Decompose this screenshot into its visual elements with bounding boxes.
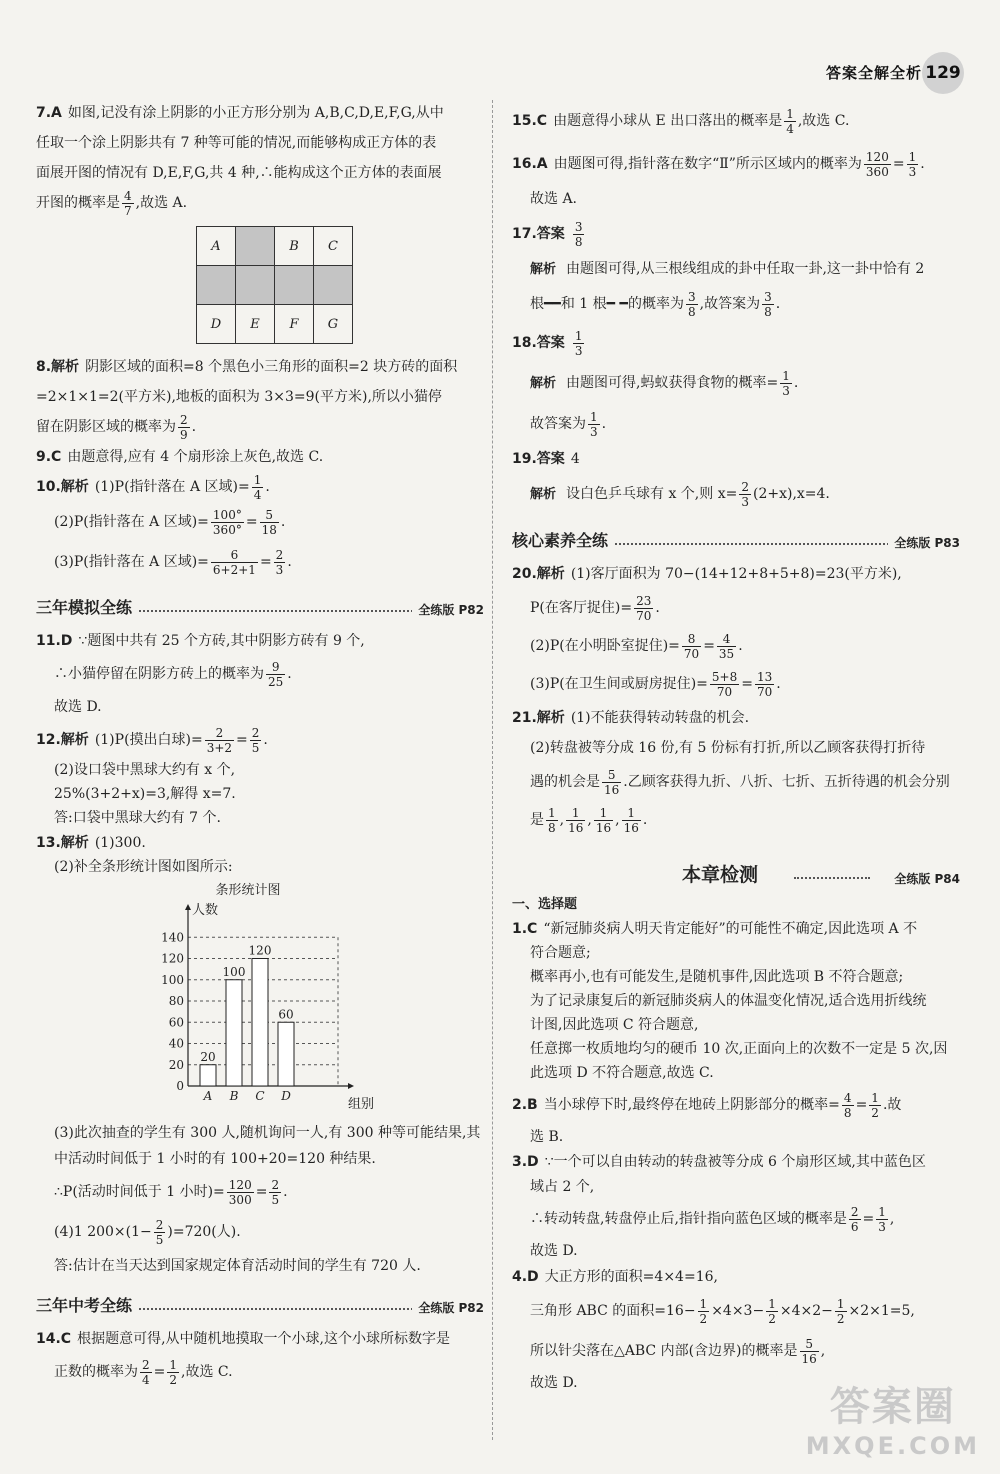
q8-line2: =2×1×1=2(平方米),地板的面积为 3×3=9(平方米),所以小猫停 <box>36 389 442 405</box>
q7-line4: 开图的概率是 $\frac{4}{7}$ ,故选 A. <box>36 188 188 218</box>
a4-line2: 三角形 ABC 的面积=16− $\frac{1}{2}$ ×4×3− $\frac{1}{2}$ ×4×2− $\frac{1}{2}$ ×2×1=5, <box>530 1296 915 1326</box>
q13-line5: ∴P(活动时间低于 1 小时)= $\frac{120}{300}$ = $\frac{2}{5}$ . <box>54 1177 288 1207</box>
q17-answer: 17.答案 $\frac{3}{8}$ <box>512 219 583 249</box>
fraction: $\frac{1}{2}$ <box>169 1357 178 1387</box>
fraction: $\frac{1}{3}$ <box>878 1204 886 1234</box>
x-tick-label: C <box>255 1089 265 1103</box>
fraction: $\frac{1}{16}$ <box>595 805 612 835</box>
fraction: $\frac{2}{3}$ <box>275 547 284 577</box>
fraction: $\frac{1}{4}$ <box>786 106 794 136</box>
q7-line3: 面展开图的情况有 D,E,F,G,共 4 种,∴能构成这个正方体的表面展 <box>36 165 442 181</box>
grid-cell: B <box>275 227 314 266</box>
page-number: 129 <box>922 52 964 94</box>
q7-line1: 7.A 如图,记没有涂上阴影的小正方形分别为 A,B,C,D,E,F,G,从中 <box>36 105 444 121</box>
grid-cell-shaded <box>197 266 236 305</box>
grid-cell: E <box>236 305 275 344</box>
y-tick-label: 40 <box>168 1036 184 1051</box>
q12-line1: 12.解析 (1)P(摸出白球)= $\frac{2}{3+2}$ = $\frac{2}{5}$ . <box>36 725 268 755</box>
y-axis-arrow <box>185 904 191 910</box>
a3-line1: 3.D ∵一个可以自由转动的转盘被等分成 6 个扇形区域,其中蓝色区 <box>512 1154 926 1170</box>
q8-line1: 8.解析 阴影区域的面积=8 个黑色小三角形的面积=2 块方砖的面积 <box>36 359 458 375</box>
q9: 9.C 由题意得,应有 4 个扇形涂上灰色,故选 C. <box>36 449 324 465</box>
fraction: $\frac{1}{2}$ <box>768 1296 776 1326</box>
grid-cell: C <box>314 227 353 266</box>
q8-line3: 留在阴影区域的概率为 $\frac{2}{9}$ . <box>36 412 197 442</box>
a1-line1: 1.C “新冠肺炎病人明天肯定能好”的可能性不确定,因此选项 A 不 <box>512 921 918 937</box>
grid-cell: D <box>197 305 236 344</box>
q13-line7: 答:估计在当天达到国家规定体育活动时间的学生有 720 人. <box>54 1258 421 1274</box>
a3-line2: 域占 2 个, <box>530 1179 595 1195</box>
q11-line3: 故选 D. <box>54 699 102 715</box>
q10-line2: (2)P(指针落在 A 区域)= $\frac{100^\circ}{360^\circ}$ = $\frac{5}{18}$ . <box>54 507 286 537</box>
fraction: $\frac{1}{8}$ <box>548 805 556 835</box>
x-axis-arrow <box>348 1083 354 1089</box>
q20-line3: (2)P(在小明卧室捉住)= $\frac{8}{70}$ = $\frac{4}{35}$ . <box>530 631 743 661</box>
a2-line2: 选 B. <box>530 1129 564 1145</box>
a2-line1: 2.B 当小球停下时,最终停在地砖上阴影部分的概率= $\frac{4}{8}$ = $\frac{1}{2}$ .故 <box>512 1090 902 1120</box>
grid-cell-shaded <box>275 266 314 305</box>
fraction: $\frac{1}{16}$ <box>623 805 639 835</box>
a1-line4: 为了记录康复后的新冠肺炎病人的体温变化情况,适合选用折线统 <box>530 993 927 1009</box>
fraction: $\frac{5+8}{70}$ <box>711 669 738 699</box>
q13-line6: (4)1 200×(1− $\frac{2}{5}$ )=720(人). <box>54 1217 241 1247</box>
q17-line2: 根━━和 1 根━ ━的概率为 $\frac{3}{8}$ ,故答案为 $\frac{3}{8}$ . <box>530 289 781 319</box>
q10-line1: 10.解析 (1)P(指针落在 A 区域)= $\frac{1}{4}$ . <box>36 472 270 502</box>
q19-line1: 解析 设白色乒乓球有 x 个,则 x= $\frac{2}{3}$ (2+x),x=4. <box>530 479 830 509</box>
x-tick-label: D <box>281 1089 291 1103</box>
fraction: $\frac{3}{8}$ <box>687 289 696 319</box>
q21-line1: 21.解析 (1)不能获得转动转盘的机会. <box>512 710 750 726</box>
q13-line2: (2)补全条形统计图如图所示: <box>54 859 233 875</box>
x-tick-label: B <box>229 1089 239 1103</box>
fraction: $\frac{2}{5}$ <box>155 1217 164 1247</box>
q13-line1: 13.解析 (1)300. <box>36 835 146 851</box>
grid-cell-shaded <box>314 266 353 305</box>
y-axis-label: 人数 <box>192 903 219 918</box>
bar <box>200 1065 216 1086</box>
q7-line2: 任取一个涂上阴影共有 7 种等可能的情况,而能够构成正方体的表 <box>36 135 437 151</box>
fraction: $\frac{9}{25}$ <box>268 659 284 689</box>
bar <box>278 1022 294 1086</box>
fraction: $\frac{2}{6}$ <box>850 1204 859 1234</box>
q18-line1: 解析 由题图可得,蚂蚁获得食物的概率= $\frac{1}{3}$ . <box>530 368 799 398</box>
section-header-benzhang-jiance: 本章检测 全练版 P84 <box>682 864 960 886</box>
fraction: $\frac{4}{7}$ <box>124 188 132 218</box>
fraction: $\frac{5}{16}$ <box>604 767 620 797</box>
a1-line7: 此选项 D 不符合题意,故选 C. <box>530 1065 714 1081</box>
y-tick-label: 0 <box>176 1079 184 1093</box>
fraction: $\frac{23}{70}$ <box>636 593 652 623</box>
bar-value-label: 120 <box>248 943 272 958</box>
fraction: $\frac{5}{18}$ <box>261 507 277 537</box>
fraction: $\frac{100^\circ}{360^\circ}$ <box>212 507 242 537</box>
fraction: $\frac{8}{70}$ <box>683 631 700 661</box>
a4-line4: 故选 D. <box>530 1375 578 1391</box>
bar <box>252 959 268 1087</box>
q13-line4: 中活动时间低于 1 小时的有 100+20=120 种结果. <box>54 1151 376 1167</box>
q17-line1: 解析 由题图可得,从三根线组成的卦中任取一卦,这一卦中恰有 2 <box>530 261 925 277</box>
fraction: $\frac{1}{3}$ <box>590 409 598 439</box>
fraction: $\frac{2}{9}$ <box>180 412 188 442</box>
q12-line4: 答:口袋中黑球大约有 7 个. <box>54 810 221 826</box>
q15: 15.C 由题意得小球从 E 出口落出的概率是 $\frac{1}{4}$ ,故选 C. <box>512 106 850 136</box>
fraction: $\frac{1}{3}$ <box>782 368 790 398</box>
fraction: $\frac{4}{35}$ <box>718 631 735 661</box>
bar-chart <box>146 880 386 1116</box>
fraction: $\frac{1}{16}$ <box>568 805 584 835</box>
y-tick-label: 140 <box>161 930 184 945</box>
bar <box>226 980 242 1086</box>
x-tick-label: A <box>203 1089 213 1103</box>
q20-line2: P(在客厅捉住)= $\frac{23}{70}$ . <box>530 593 660 623</box>
y-tick-label: 60 <box>168 1015 184 1030</box>
section-header-sannian-zhongkao: 三年中考全练 全练版 P82 <box>36 1286 484 1320</box>
fraction: $\frac{5}{16}$ <box>801 1336 817 1366</box>
q20-line4: (3)P(在卫生间或厨房捉住)= $\frac{5+8}{70}$ = $\frac{13}{70}$ . <box>530 669 781 699</box>
grid-cell: G <box>314 305 353 344</box>
fraction: $\frac{1}{4}$ <box>253 472 262 502</box>
a4-line3: 所以针尖落在△ABC 内部(含边界)的概率是 $\frac{5}{16}$ , <box>530 1336 826 1366</box>
chart-title: 条形统计图 <box>215 883 281 898</box>
q21-line3: 遇的机会是 $\frac{5}{16}$ .乙顾客获得九折、八折、七折、五折待遇的机会分别 <box>530 767 950 797</box>
q11-line1: 11.D ∵题图中共有 25 个方砖,其中阴影方砖有 9 个, <box>36 633 365 649</box>
q18-line2: 故答案为 $\frac{1}{3}$ . <box>530 409 607 439</box>
fraction: $\frac{120}{300}$ <box>228 1177 252 1207</box>
bar-value-label: 60 <box>278 1007 294 1022</box>
q18-answer: 18.答案 $\frac{1}{3}$ <box>512 328 583 358</box>
grid-cell: A <box>197 227 236 266</box>
y-tick-label: 80 <box>168 994 184 1008</box>
a1-line2: 符合题意; <box>530 945 591 961</box>
fraction: $\frac{1}{2}$ <box>836 1296 845 1326</box>
header-title: 答案全解全析 <box>825 64 922 82</box>
y-tick-label: 120 <box>161 951 184 966</box>
grid-cell: F <box>275 305 314 344</box>
y-tick-label: 20 <box>168 1057 184 1072</box>
fraction: $\frac{3}{8}$ <box>574 219 583 249</box>
fraction: $\frac{13}{70}$ <box>756 669 773 699</box>
a4-line1: 4.D 大正方形的面积=4×4=16, <box>512 1269 718 1285</box>
fraction: $\frac{2}{5}$ <box>251 725 260 755</box>
left-column <box>36 98 484 1390</box>
x-axis-label: 组别 <box>348 1097 375 1112</box>
fraction: $\frac{2}{4}$ <box>142 1357 150 1387</box>
q20-line1: 20.解析 (1)客厅面积为 70−(14+12+8+5+8)=23(平方米), <box>512 566 902 582</box>
column-divider <box>492 100 493 1440</box>
q12-line2: (2)设口袋中黑球大约有 x 个, <box>54 762 236 778</box>
bar-value-label: 20 <box>200 1049 216 1064</box>
fraction: $\frac{1}{3}$ <box>908 149 917 179</box>
q14-line2: 正数的概率为 $\frac{2}{4}$ = $\frac{1}{2}$ ,故选 C. <box>54 1357 233 1387</box>
watermark-logo: 答案圈 MXQE.COM <box>805 1384 980 1460</box>
q16-line2: 故选 A. <box>530 191 578 207</box>
grid-cell-shaded <box>236 227 275 266</box>
bar-value-label: 100 <box>222 964 246 979</box>
q10-line3: (3)P(指针落在 A 区域)= $\frac{6}{6+2+1}$ = $\frac{2}{3}$ . <box>54 547 292 577</box>
fraction: $\frac{1}{2}$ <box>871 1090 879 1120</box>
subheading-choice: 一、选择题 <box>512 897 578 912</box>
q13-line3: (3)此次抽查的学生有 300 人,随机询问一人,有 300 种等可能结果,其 <box>54 1125 481 1141</box>
section-header-hexin-suyang: 核心素养全练 全练版 P83 <box>512 521 960 555</box>
right-column <box>512 98 960 1395</box>
q14-line1: 14.C 根据题意可得,从中随机地摸取一个小球,这个小球所标数字是 <box>36 1331 450 1347</box>
a1-line5: 计图,因此选项 C 符合题意, <box>530 1017 699 1033</box>
grid-cell-shaded <box>236 266 275 305</box>
fraction: $\frac{2}{3}$ <box>741 479 749 509</box>
q11-line2: ∴小猫停留在阴影方砖上的概率为 $\frac{9}{25}$ . <box>54 659 292 689</box>
q16-line1: 16.A 由题图可得,指针落在数字“Ⅱ”所示区域内的概率为 $\frac{120}{360}$ = $\frac{1}{3}$ . <box>512 149 925 179</box>
q21-line4: 是 $\frac{1}{8}$ , $\frac{1}{16}$ , $\frac{1}{16}$ , $\frac{1}{16}$ . <box>530 805 648 835</box>
fraction: $\frac{3}{8}$ <box>764 289 772 319</box>
a3-line4: 故选 D. <box>530 1243 578 1259</box>
section-header-sannian-moni: 三年模拟全练 全练版 P82 <box>36 588 484 622</box>
fraction: $\frac{4}{8}$ <box>843 1090 852 1120</box>
fraction: $\frac{6}{6+2+1}$ <box>212 547 256 577</box>
fraction: $\frac{2}{3+2}$ <box>206 725 233 755</box>
y-tick-label: 100 <box>161 972 184 987</box>
fraction: $\frac{120}{360}$ <box>865 149 889 179</box>
fraction: $\frac{1}{3}$ <box>574 328 583 358</box>
q21-line2: (2)转盘被等分成 16 份,有 5 份标有打折,所以乙顾客获得打折待 <box>530 740 926 756</box>
q12-line3: 25%(3+2+x)=3,解得 x=7. <box>54 786 236 802</box>
a3-line3: ∴转动转盘,转盘停止后,指针指向蓝色区域的概率是 $\frac{2}{6}$ = $\frac{1}{3}$ , <box>530 1204 895 1234</box>
fraction: $\frac{2}{5}$ <box>271 1177 280 1207</box>
q19-answer: 19.答案 4 <box>512 451 580 467</box>
a1-line6: 任意掷一枚质地均匀的硬币 10 次,正面向上的次数不一定是 5 次,因 <box>530 1041 948 1057</box>
fraction: $\frac{1}{2}$ <box>699 1296 708 1326</box>
a1-line3: 概率再小,也有可能发生,是随机事件,因此选项 B 不符合题意; <box>530 969 904 985</box>
q7-grid-figure <box>196 226 353 344</box>
